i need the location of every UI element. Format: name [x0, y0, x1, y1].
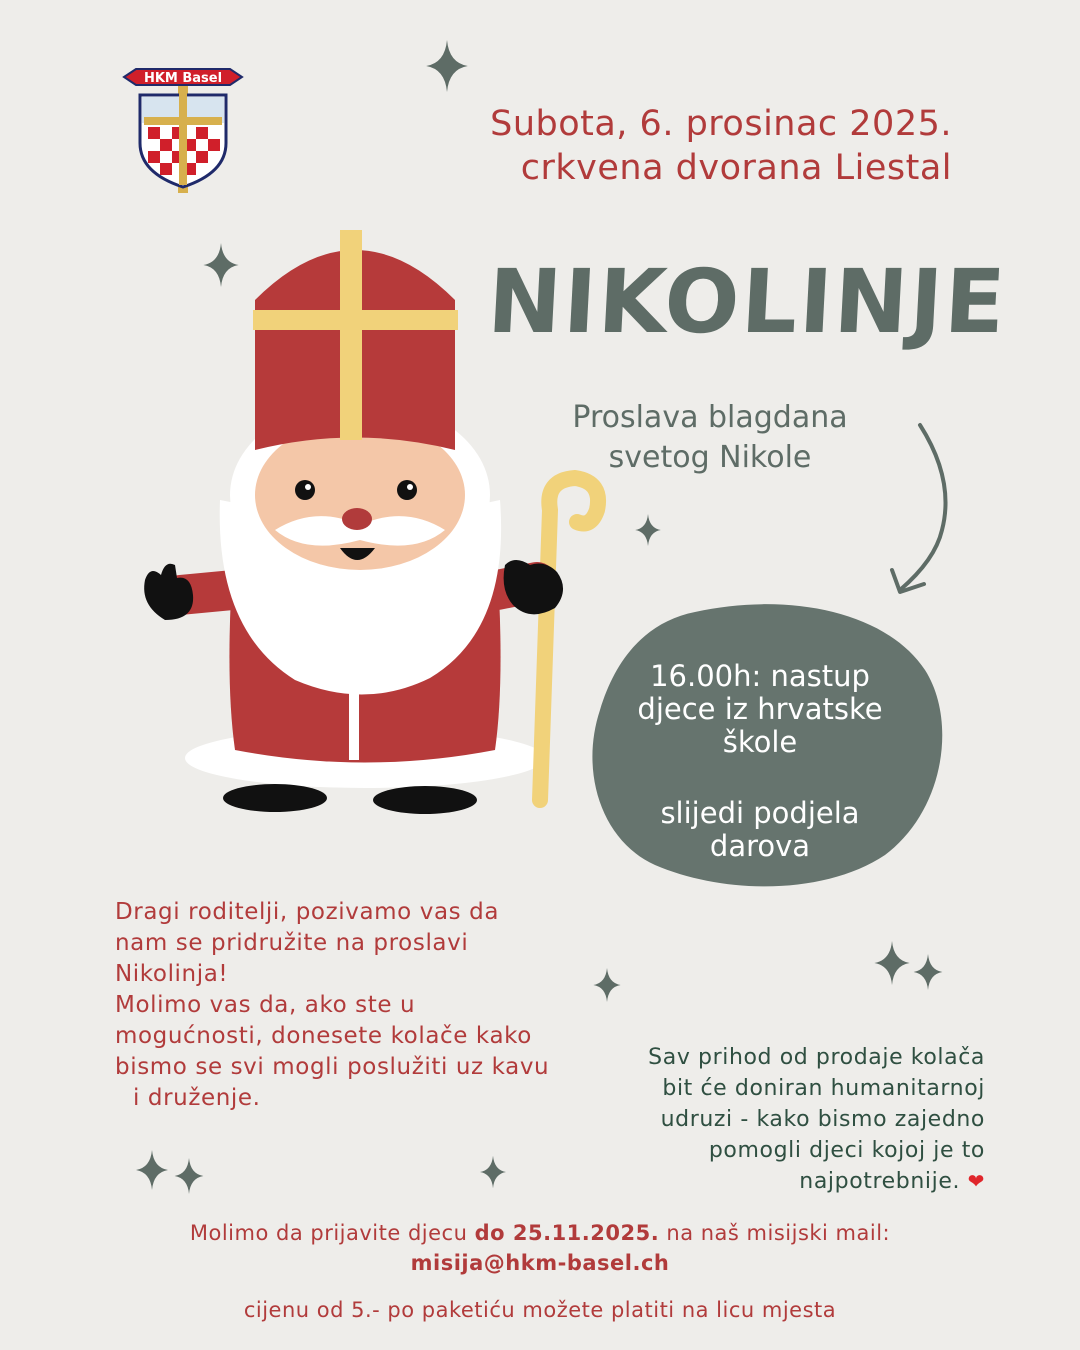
- sparkle-icon: [874, 941, 910, 985]
- schedule-line: djece iz hrvatske: [637, 692, 883, 726]
- invitation-line: i druženje.: [133, 1085, 261, 1111]
- donation-line: [565, 1166, 985, 1197]
- registration-suffix: na naš misijski mail:: [666, 1221, 891, 1245]
- schedule-line: škole: [722, 725, 798, 759]
- sparkle-icon: [635, 514, 661, 546]
- subtitle-line: Proslava blagdana: [572, 400, 848, 435]
- heart-icon: ❤: [967, 1169, 985, 1193]
- schedule-line: slijedi podjela: [660, 796, 860, 830]
- invitation-line: Molimo vas da, ako ste u: [115, 992, 416, 1018]
- registration-prefix: Molimo da prijavite djecu: [189, 1221, 468, 1245]
- schedule-line: darova: [709, 829, 811, 863]
- arrow-icon: [880, 420, 960, 600]
- event-date: Subota, 6. prosinac 2025.: [490, 104, 952, 144]
- invitation-line: mogućnosti, donesete kolače kako: [115, 1023, 532, 1049]
- event-date-venue: [490, 102, 952, 190]
- event-title: NIKOLINJE: [485, 250, 1010, 353]
- registration-email[interactable]: misija@hkm-basel.ch: [410, 1251, 670, 1275]
- saint-nicholas-illustration: [125, 210, 615, 820]
- donation-last-line: najpotrebnije.: [799, 1169, 961, 1194]
- donation-text: [565, 1042, 985, 1197]
- schedule-text: [600, 660, 920, 863]
- logo-text: HKM Basel: [143, 71, 223, 86]
- sparkle-icon: [172, 1158, 206, 1194]
- invitation-line: Dragi roditelji, pozivamo vas da: [115, 899, 500, 925]
- schedule-line: 16.00h: nastup: [650, 659, 870, 693]
- invitation-line: Nikolinja!: [115, 961, 229, 987]
- registration-note: [0, 1218, 1080, 1278]
- subtitle-line: svetog Nikole: [608, 440, 812, 475]
- donation-line: pomogli djeci kojoj je to: [708, 1138, 985, 1163]
- sparkle-icon: [593, 968, 621, 1002]
- price-note: cijenu od 5.- po paketiću možete platiti na licu mjesta: [243, 1298, 837, 1322]
- invitation-line: bismo se svi mogli poslužiti uz kavu: [115, 1054, 550, 1080]
- event-venue: crkvena dvorana Liestal: [520, 148, 952, 188]
- hkm-basel-logo: [118, 55, 248, 195]
- registration-deadline: do 25.11.2025.: [474, 1221, 660, 1245]
- donation-line: udruzi - kako bismo zajedno: [660, 1107, 985, 1132]
- sparkle-icon: [480, 1155, 506, 1189]
- sparkle-icon: [912, 954, 944, 990]
- donation-line: bit će doniran humanitarnoj: [662, 1076, 985, 1101]
- donation-line: Sav prihod od prodaje kolača: [648, 1045, 985, 1070]
- sparkle-icon: [203, 243, 239, 287]
- sparkle-icon: [425, 40, 469, 92]
- invitation-text: [115, 897, 575, 1114]
- invitation-line: nam se pridružite na proslavi: [115, 930, 469, 956]
- sparkle-icon: [136, 1148, 168, 1192]
